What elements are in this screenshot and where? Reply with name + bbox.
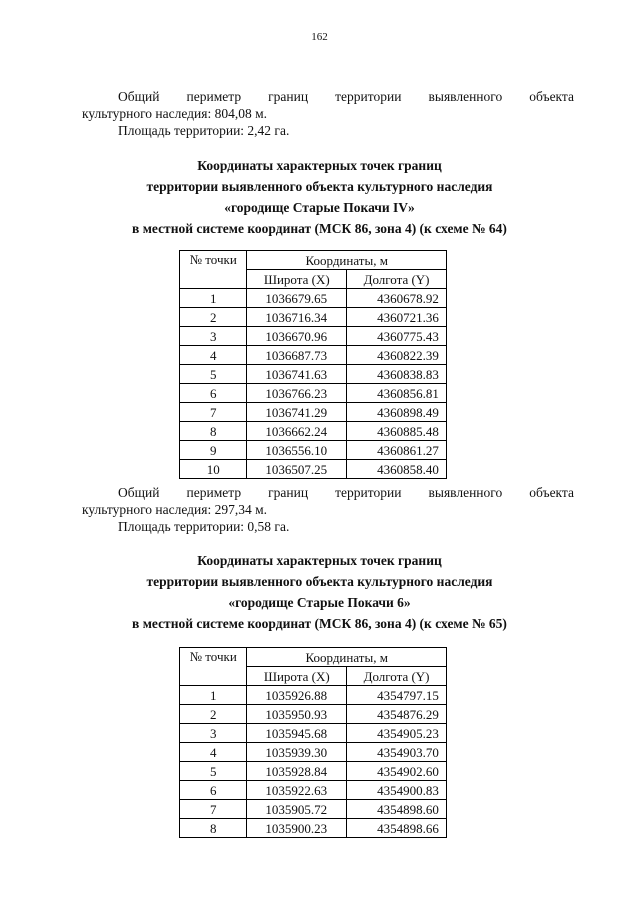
perimeter-text-2: Общий периметр границ территории выявленного объекта xyxy=(118,485,574,500)
heading-1-line-2: территории выявленного объекта культурного наследия xyxy=(146,179,493,194)
point-number-cell: 1 xyxy=(180,289,247,308)
table-row xyxy=(180,422,447,441)
table-row xyxy=(180,346,447,365)
longitude-cell: 4354900.83 xyxy=(347,781,447,800)
longitude-cell: 4360775.43 xyxy=(347,327,447,346)
point-number-cell: 3 xyxy=(180,724,247,743)
point-number-cell: 2 xyxy=(180,705,247,724)
table-row xyxy=(180,460,447,479)
column-header-latitude: Широта (X) xyxy=(247,667,347,686)
column-header-longitude: Долгота (Y) xyxy=(347,667,447,686)
page-number: 162 xyxy=(311,31,328,43)
point-number-cell: 7 xyxy=(180,403,247,422)
table-row xyxy=(180,289,447,308)
table-heading-1 xyxy=(60,155,579,239)
column-header-point: № точки xyxy=(180,648,247,686)
table-row xyxy=(180,705,447,724)
point-number-cell: 5 xyxy=(180,365,247,384)
point-number-cell: 1 xyxy=(180,686,247,705)
latitude-cell: 1036741.29 xyxy=(247,403,347,422)
longitude-cell: 4354905.23 xyxy=(347,724,447,743)
longitude-cell: 4354898.60 xyxy=(347,800,447,819)
table-row xyxy=(180,819,447,838)
latitude-cell: 1036670.96 xyxy=(247,327,347,346)
table-row xyxy=(180,686,447,705)
column-header-latitude: Широта (X) xyxy=(247,270,347,289)
table-row xyxy=(180,403,447,422)
latitude-cell: 1035905.72 xyxy=(247,800,347,819)
table-header-row xyxy=(180,648,447,667)
table-row xyxy=(180,743,447,762)
latitude-cell: 1036687.73 xyxy=(247,346,347,365)
table-row xyxy=(180,762,447,781)
table-row xyxy=(180,384,447,403)
longitude-cell: 4360856.81 xyxy=(347,384,447,403)
latitude-cell: 1035922.63 xyxy=(247,781,347,800)
point-number-cell: 7 xyxy=(180,800,247,819)
latitude-cell: 1036716.34 xyxy=(247,308,347,327)
longitude-cell: 4360838.83 xyxy=(347,365,447,384)
latitude-cell: 1035900.23 xyxy=(247,819,347,838)
latitude-cell: 1035926.88 xyxy=(247,686,347,705)
latitude-cell: 1035950.93 xyxy=(247,705,347,724)
point-number-cell: 2 xyxy=(180,308,247,327)
latitude-cell: 1035939.30 xyxy=(247,743,347,762)
point-number-cell: 4 xyxy=(180,346,247,365)
point-number-cell: 6 xyxy=(180,384,247,403)
heading-2-line-4: в местной системе координат (МСК 86, зона 4) (к схеме № 65) xyxy=(132,616,507,631)
point-number-cell: 6 xyxy=(180,781,247,800)
heading-1-line-3: «городище Старые Покачи IV» xyxy=(224,200,415,215)
longitude-cell: 4354876.29 xyxy=(347,705,447,724)
longitude-cell: 4354898.66 xyxy=(347,819,447,838)
heading-1-line-1: Координаты характерных точек границ xyxy=(197,158,442,173)
latitude-cell: 1036662.24 xyxy=(247,422,347,441)
table-header-row xyxy=(180,251,447,270)
area-text-2: Площадь территории: 0,58 га. xyxy=(118,519,290,534)
longitude-cell: 4360898.49 xyxy=(347,403,447,422)
latitude-cell: 1035945.68 xyxy=(247,724,347,743)
latitude-cell: 1036556.10 xyxy=(247,441,347,460)
longitude-cell: 4360858.40 xyxy=(347,460,447,479)
longitude-cell: 4360721.36 xyxy=(347,308,447,327)
column-header-point: № точки xyxy=(180,251,247,289)
perimeter-text-2-cont: культурного наследия: 297,34 м. xyxy=(82,502,268,517)
column-header-coordinates: Координаты, м xyxy=(247,251,447,270)
point-number-cell: 5 xyxy=(180,762,247,781)
latitude-cell: 1035928.84 xyxy=(247,762,347,781)
heading-1-line-4: в местной системе координат (МСК 86, зона 4) (к схеме № 64) xyxy=(132,221,507,236)
longitude-cell: 4354902.60 xyxy=(347,762,447,781)
longitude-cell: 4360822.39 xyxy=(347,346,447,365)
heading-2-line-1: Координаты характерных точек границ xyxy=(197,553,442,568)
point-number-cell: 10 xyxy=(180,460,247,479)
point-number-cell: 8 xyxy=(180,819,247,838)
table-row xyxy=(180,365,447,384)
heading-2-line-2: территории выявленного объекта культурного наследия xyxy=(146,574,493,589)
latitude-cell: 1036766.23 xyxy=(247,384,347,403)
point-number-cell: 9 xyxy=(180,441,247,460)
column-header-coordinates: Координаты, м xyxy=(247,648,447,667)
perimeter-text-1-cont: культурного наследия: 804,08 м. xyxy=(82,106,268,121)
table-heading-2 xyxy=(60,550,579,634)
table-row xyxy=(180,327,447,346)
perimeter-text-1: Общий периметр границ территории выявленного объекта xyxy=(118,89,574,104)
latitude-cell: 1036741.63 xyxy=(247,365,347,384)
table-row xyxy=(180,781,447,800)
point-number-cell: 3 xyxy=(180,327,247,346)
point-number-cell: 4 xyxy=(180,743,247,762)
longitude-cell: 4360885.48 xyxy=(347,422,447,441)
longitude-cell: 4354903.70 xyxy=(347,743,447,762)
latitude-cell: 1036507.25 xyxy=(247,460,347,479)
longitude-cell: 4360678.92 xyxy=(347,289,447,308)
table-row xyxy=(180,724,447,743)
longitude-cell: 4360861.27 xyxy=(347,441,447,460)
coordinates-table-1 xyxy=(179,250,447,479)
table-row xyxy=(180,800,447,819)
point-number-cell: 8 xyxy=(180,422,247,441)
table-row xyxy=(180,441,447,460)
area-text-1: Площадь территории: 2,42 га. xyxy=(118,123,290,138)
table-row xyxy=(180,308,447,327)
longitude-cell: 4354797.15 xyxy=(347,686,447,705)
column-header-longitude: Долгота (Y) xyxy=(347,270,447,289)
latitude-cell: 1036679.65 xyxy=(247,289,347,308)
coordinates-table-2 xyxy=(179,647,447,838)
heading-2-line-3: «городище Старые Покачи 6» xyxy=(228,595,411,610)
